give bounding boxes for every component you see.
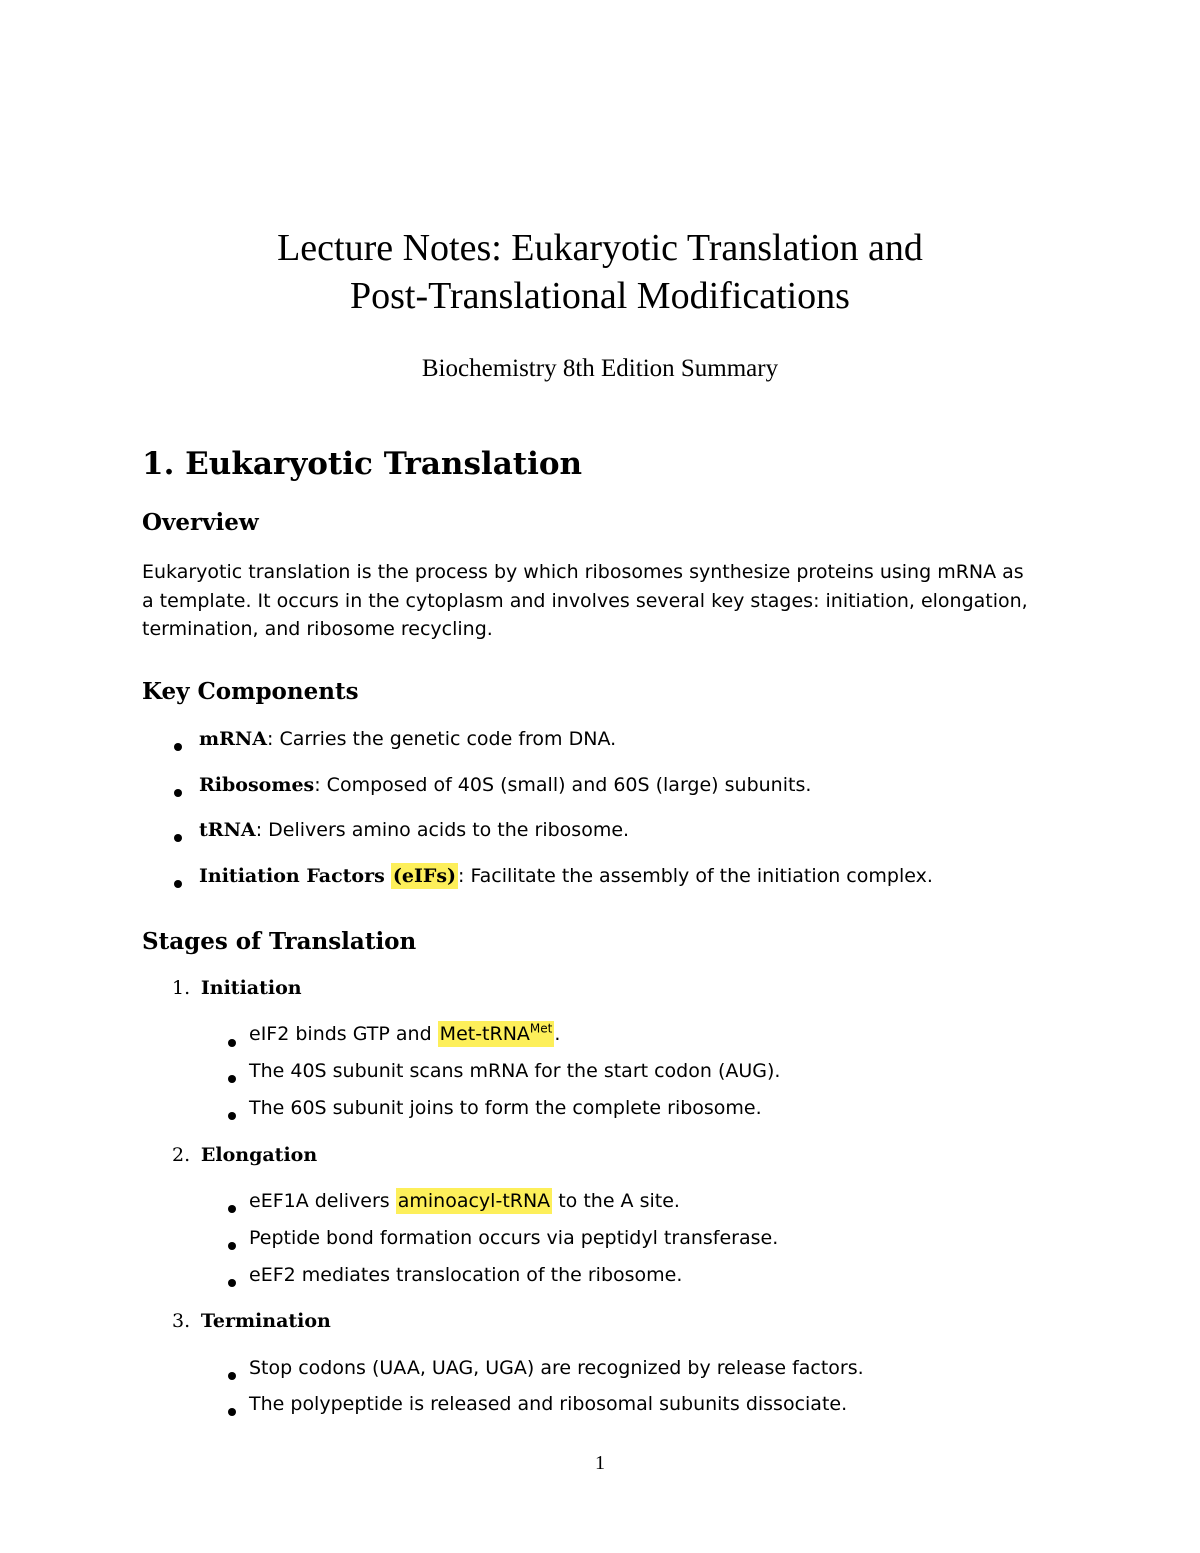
list-item: Peptide bond formation occurs via peptidyl transferase. <box>249 1227 779 1249</box>
highlighted-term: aminoacyl-tRNA <box>397 1190 551 1212</box>
stage-item-elongation <box>172 1142 317 1169</box>
component-text: : Composed of 40S (small) and 60S (large) subunits. <box>314 774 812 796</box>
section-heading <box>142 444 582 484</box>
bullet-icon <box>174 789 182 797</box>
bullet-icon <box>228 1242 236 1250</box>
overview-paragraph <box>142 558 1072 644</box>
highlighted-term <box>438 1021 555 1047</box>
list-item <box>199 863 933 889</box>
bullet-icon <box>228 1408 236 1416</box>
overview-line: a template. It occurs in the cytoplasm and involves several key stages: initiation, elongation, <box>142 589 1028 612</box>
stage-item-initiation <box>172 975 302 1002</box>
document-subtitle: Biochemistry 8th Edition Summary <box>421 355 779 382</box>
component-term: Initiation Factors <box>199 865 385 887</box>
stage-number: 3. <box>172 1310 191 1332</box>
bullet-icon <box>174 743 182 751</box>
bullet-icon <box>228 1372 236 1380</box>
stage-title: Elongation <box>200 1144 318 1166</box>
list-item <box>249 1021 560 1047</box>
bullet-icon <box>228 1279 236 1287</box>
overview-line: termination, and ribosome recycling. <box>142 618 493 640</box>
component-text: : Delivers amino acids to the ribosome. <box>255 819 630 841</box>
list-item <box>199 772 811 798</box>
list-item: The 60S subunit joins to form the complete ribosome. <box>249 1097 762 1119</box>
page-number: 1 <box>595 1452 605 1474</box>
stage-number: 2. <box>172 1144 191 1166</box>
list-item: The polypeptide is released and ribosomal subunits dissociate. <box>249 1393 848 1415</box>
stage-item-termination <box>172 1308 331 1335</box>
key-components-heading: Key Components <box>142 678 359 705</box>
list-item: eEF2 mediates translocation of the ribosome. <box>249 1264 683 1286</box>
section-title: Eukaryotic Translation <box>185 446 583 482</box>
list-item <box>199 726 616 752</box>
list-item: Stop codons (UAA, UAG, UGA) are recognized by release factors. <box>249 1357 864 1379</box>
document-title-line-1: Lecture Notes: Eukaryotic Translation and <box>277 227 923 269</box>
stage-title: Termination <box>200 1310 331 1332</box>
superscript: Met <box>529 1021 553 1036</box>
bullet-icon <box>228 1039 236 1047</box>
bullet-text-end: . <box>554 1023 561 1045</box>
bullet-icon <box>228 1075 236 1083</box>
component-term: tRNA <box>199 819 256 841</box>
stage-title: Initiation <box>200 977 302 999</box>
list-item <box>249 1188 680 1214</box>
highlighted-term: (eIFs) <box>392 865 457 887</box>
bullet-text: eIF2 binds GTP and <box>249 1023 438 1045</box>
bullet-text: eEF1A delivers <box>249 1190 396 1212</box>
component-term: mRNA <box>199 728 268 750</box>
list-item <box>199 817 629 843</box>
component-term: Ribosomes <box>199 774 315 796</box>
bullet-icon <box>228 1112 236 1120</box>
document-title-line-2: Post-Translational Modifications <box>350 275 850 317</box>
bullet-icon <box>174 880 182 888</box>
stage-number: 1. <box>172 977 191 999</box>
stages-heading: Stages of Translation <box>142 928 417 955</box>
component-text: : Facilitate the assembly of the initiation complex. <box>458 865 933 887</box>
component-text: : Carries the genetic code from DNA. <box>267 728 617 750</box>
bullet-icon <box>174 834 182 842</box>
overview-heading: Overview <box>142 509 259 536</box>
bullet-text-end: to the A site. <box>552 1190 680 1212</box>
overview-line: Eukaryotic translation is the process by which ribosomes synthesize proteins using mRNA as <box>142 561 1024 583</box>
section-number: 1. <box>142 446 175 482</box>
highlight-text: Met-tRNA <box>439 1023 530 1045</box>
bullet-icon <box>228 1205 236 1213</box>
list-item: The 40S subunit scans mRNA for the start codon (AUG). <box>249 1060 781 1082</box>
